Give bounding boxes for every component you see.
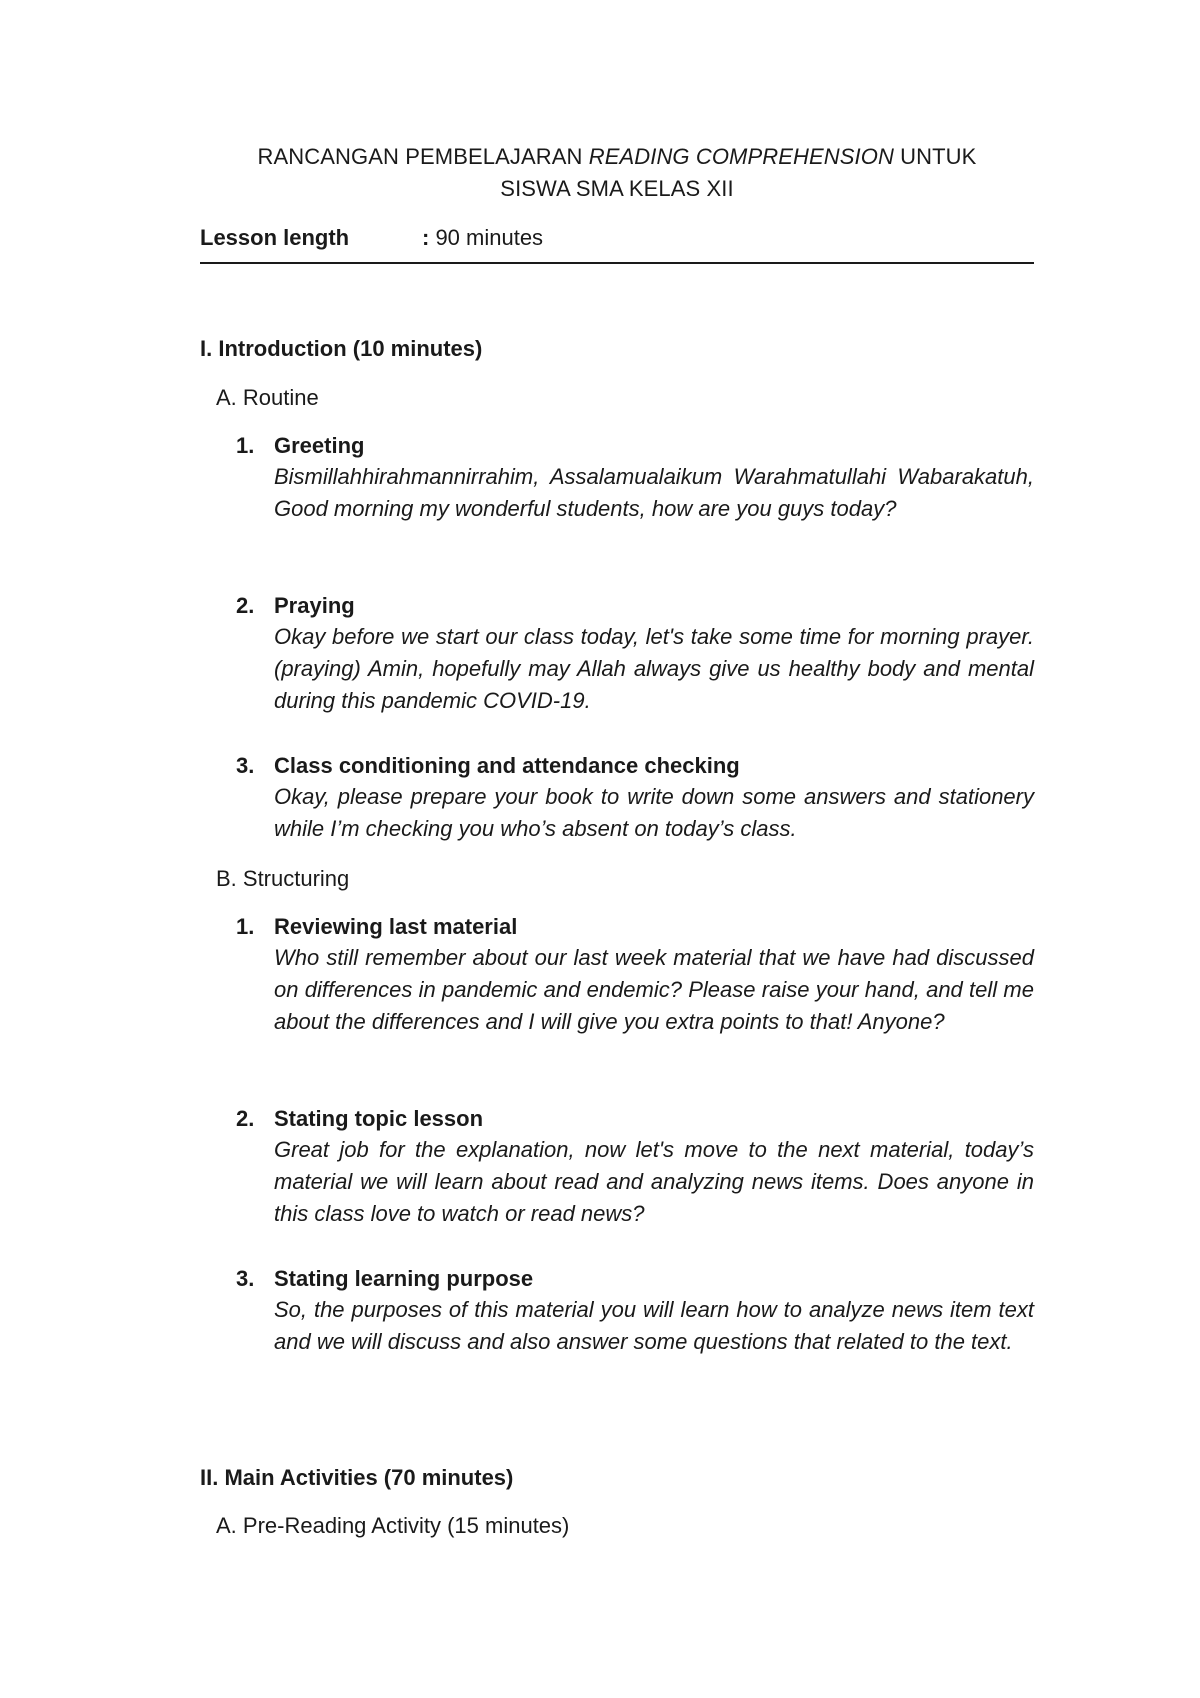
- lesson-length-label: Lesson length: [200, 225, 350, 250]
- item-heading: [236, 431, 1034, 461]
- document-title: [200, 141, 1034, 205]
- title-part-2-italic: READING COMPREHENSION: [588, 144, 894, 169]
- section-2-sub-a: A. Pre-Reading Activity (15 minutes): [216, 1513, 570, 1538]
- document-page: [200, 0, 1034, 1698]
- structuring-item-topic: [236, 1104, 1034, 1230]
- item-number: 1.: [236, 433, 255, 458]
- item-number: 3.: [236, 1266, 255, 1291]
- item-heading: [236, 591, 1034, 621]
- title-part-1: RANCANGAN PEMBELAJARAN: [257, 144, 589, 169]
- item-body: Who still remember about our last week material that we have had discussed on differences in pandemic and endemic? Please raise your hand, and tell me about the differences and I will give you extra points to that! Anyone?: [274, 945, 1034, 1034]
- section-1-sub-b: B. Structuring: [216, 866, 350, 891]
- section-1-sub-a: A. Routine: [216, 385, 319, 410]
- lesson-length-value: 90 minutes: [429, 225, 544, 250]
- lesson-length-colon: :: [422, 225, 430, 250]
- item-title: Praying: [274, 593, 355, 618]
- item-number: 2.: [236, 593, 255, 618]
- item-number: 2.: [236, 1106, 255, 1131]
- item-number: 1.: [236, 914, 255, 939]
- lesson-length-row: [200, 223, 1034, 253]
- item-heading: [236, 1264, 1034, 1294]
- routine-item-praying: [236, 591, 1034, 717]
- item-title: Stating topic lesson: [274, 1106, 484, 1131]
- routine-item-greeting: [236, 431, 1034, 525]
- item-title: Greeting: [274, 433, 365, 458]
- item-number: 3.: [236, 753, 255, 778]
- title-line-2: SISWA SMA KELAS XII: [500, 176, 734, 201]
- structuring-item-reviewing: [236, 912, 1034, 1038]
- item-title: Stating learning purpose: [274, 1266, 534, 1291]
- item-body: Okay before we start our class today, let's take some time for morning prayer. (praying) Amin, hopefully may Allah always give us healthy body and mental during this pandemic COVID-19.: [274, 624, 1034, 713]
- item-body: Great job for the explanation, now let's move to the next material, today’s material we will learn about read and analyzing news items. Does anyone in this class love to watch or read news?: [274, 1137, 1034, 1226]
- item-body: Okay, please prepare your book to write down some answers and stationery while I’m checking you who’s absent on today’s class.: [274, 784, 1034, 841]
- item-body: Bismillahhirahmannirrahim, Assalamualaikum Warahmatullahi Wabarakatuh, Good morning my wonderful students, how are you guys today?: [274, 464, 1034, 521]
- header-divider: [200, 262, 1034, 264]
- title-part-3: UNTUK: [893, 144, 977, 169]
- title-line-1: [200, 141, 1034, 173]
- item-heading: [236, 1104, 1034, 1134]
- section-2-heading: II. Main Activities (70 minutes): [200, 1465, 514, 1490]
- item-heading: [236, 751, 1034, 781]
- item-title: Class conditioning and attendance checking: [274, 753, 740, 778]
- item-heading: [236, 912, 1034, 942]
- routine-item-class-conditioning: [236, 751, 1034, 845]
- item-title: Reviewing last material: [274, 914, 518, 939]
- item-body: So, the purposes of this material you will learn how to analyze news item text and we will discuss and also answer some questions that related to the text.: [274, 1297, 1034, 1354]
- structuring-item-purpose: [236, 1264, 1034, 1358]
- section-1-heading: I. Introduction (10 minutes): [200, 336, 483, 361]
